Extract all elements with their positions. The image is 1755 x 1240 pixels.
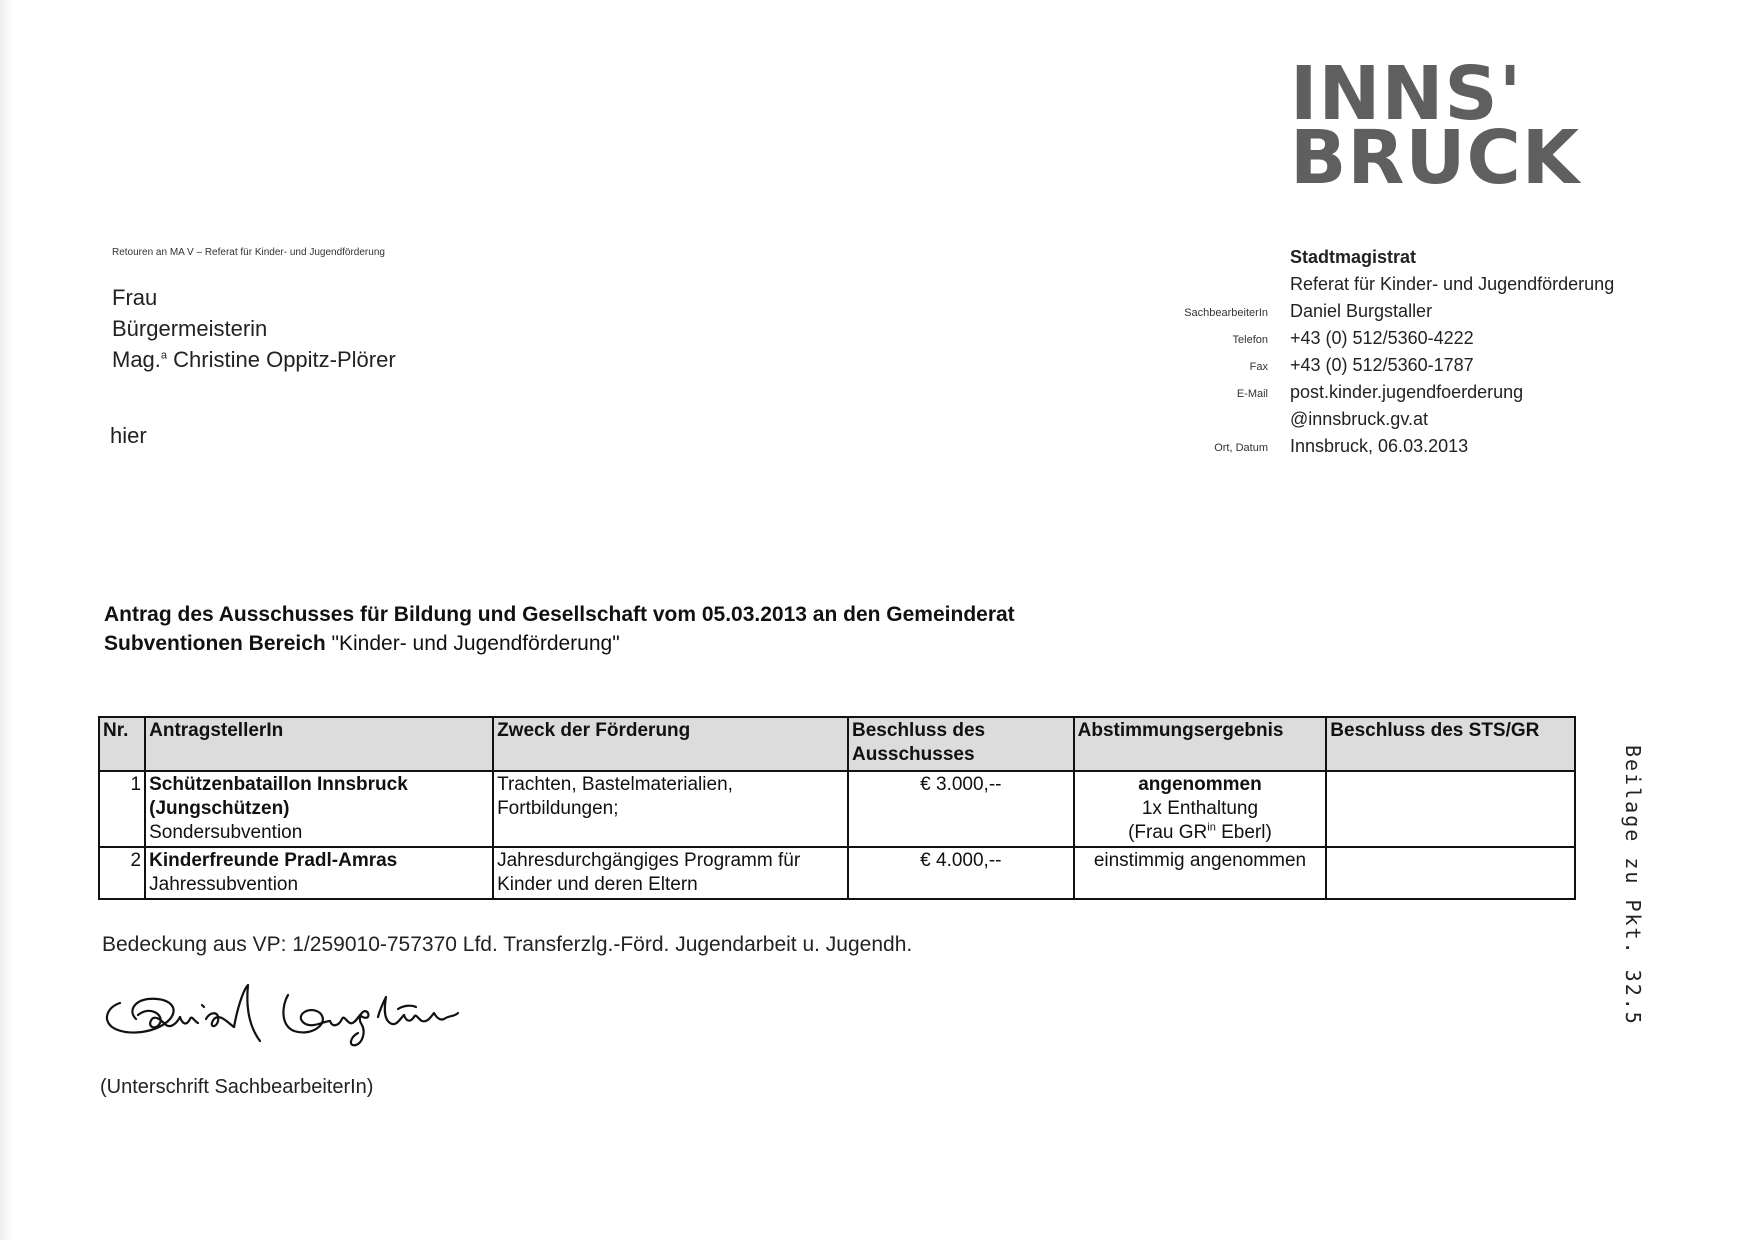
cell-vote-result xyxy=(1074,771,1327,847)
cell-nr: 1 xyxy=(99,771,145,847)
vote-line-1: angenommen xyxy=(1138,774,1262,795)
handwritten-signature xyxy=(98,975,498,1055)
sender-clerk: Daniel Burgstaller xyxy=(1290,301,1433,321)
header-purpose: Zweck der Förderung xyxy=(493,717,848,771)
label-phone: Telefon xyxy=(1232,334,1268,346)
recipient-location: hier xyxy=(110,423,147,448)
attachment-note: Beilage zu Pkt. 32.5 xyxy=(1621,745,1645,1026)
label-spacer xyxy=(1120,408,1268,435)
cell-amount: € 4.000,-- xyxy=(848,847,1074,899)
recipient-address xyxy=(112,282,396,375)
return-address: Retouren an MA V – Referat für Kinder- und Jugendförderung xyxy=(112,247,385,258)
applicant-name-1: Kinderfreunde Pradl-Amras xyxy=(149,850,398,871)
cell-council-decision xyxy=(1326,847,1575,899)
cell-council-decision xyxy=(1326,771,1575,847)
cell-vote-result xyxy=(1074,847,1327,899)
header-council-decision: Beschluss des STS/GR xyxy=(1326,717,1575,771)
subject-line-2 xyxy=(104,629,1015,658)
sender-block xyxy=(1290,244,1614,460)
cell-purpose xyxy=(493,847,848,899)
subsidy-table xyxy=(98,716,1576,900)
cell-purpose xyxy=(493,771,848,847)
cell-amount: € 3.000,-- xyxy=(848,771,1074,847)
signature-text: Daniel Burgstaller xyxy=(98,975,106,976)
applicant-type: Sondersubvention xyxy=(149,822,303,843)
header-applicant: AntragstellerIn xyxy=(145,717,493,771)
purpose-line-2: Kinder und deren Eltern xyxy=(497,874,698,895)
header-nr: Nr. xyxy=(99,717,145,771)
vote-line-3 xyxy=(1078,821,1323,845)
table-header-row xyxy=(99,717,1575,771)
logo-line-2: BRUCK xyxy=(1290,115,1581,201)
label-clerk: SachbearbeiterIn xyxy=(1184,307,1268,319)
recipient-name: Christine Oppitz-Plörer xyxy=(167,347,396,372)
document-subject xyxy=(104,600,1015,658)
vote-line-3-sup: in xyxy=(1207,821,1216,834)
sender-phone: +43 (0) 512/5360-4222 xyxy=(1290,328,1474,348)
vote-line-1: einstimmig angenommen xyxy=(1093,850,1307,871)
subject-line-1: Antrag des Ausschusses für Bildung und Gesellschaft vom 05.03.2013 an den Gemeinderat xyxy=(104,603,1015,626)
purpose-line-1: Jahresdurchgängiges Programm für xyxy=(497,850,801,871)
sender-email-line-2: @innsbruck.gv.at xyxy=(1290,409,1428,429)
recipient-title-prefix: Mag. xyxy=(112,347,161,372)
subject-line-2-bold: Subventionen Bereich xyxy=(104,632,326,655)
sender-place-date: Innsbruck, 06.03.2013 xyxy=(1290,436,1469,456)
recipient-salutation: Frau xyxy=(112,285,158,310)
logo-line-1: INNS' xyxy=(1290,51,1523,137)
sender-email-line-1: post.kinder.jugendfoerderung xyxy=(1290,382,1524,402)
sender-office: Stadtmagistrat xyxy=(1290,247,1417,267)
label-email: E-Mail xyxy=(1236,388,1268,400)
sender-department: Referat für Kinder- und Jugendförderung xyxy=(1290,274,1615,294)
header-committee-decision: Beschluss des Ausschusses xyxy=(848,717,1074,771)
header-vote-result: Abstimmungsergebnis xyxy=(1074,717,1327,771)
scan-edge-shadow xyxy=(0,0,14,1240)
table-row xyxy=(99,771,1575,847)
applicant-name-2: (Jungschützen) xyxy=(149,798,290,819)
sender-fax: +43 (0) 512/5360-1787 xyxy=(1290,355,1474,375)
vote-line-3-pre: (Frau GR xyxy=(1128,822,1208,843)
label-fax: Fax xyxy=(1249,361,1268,373)
vote-line-2: 1x Enthaltung xyxy=(1141,798,1259,819)
budget-coverage: Bedeckung aus VP: 1/259010-757370 Lfd. Transferzlg.-Förd. Jugendarbeit u. Jugendh. xyxy=(102,933,913,956)
table-row xyxy=(99,847,1575,899)
purpose-line-1: Trachten, Bastelmaterialien, xyxy=(497,774,733,795)
recipient-name-line xyxy=(112,344,396,375)
label-place-date: Ort, Datum xyxy=(1214,442,1268,454)
signature-caption: (Unterschrift SachbearbeiterIn) xyxy=(100,1076,374,1098)
purpose-line-2: Fortbildungen; xyxy=(497,798,619,819)
innsbruck-logo xyxy=(1290,51,1581,201)
recipient-title-sup: a xyxy=(160,349,168,362)
vote-line-3-post: Eberl) xyxy=(1215,822,1272,843)
cell-applicant xyxy=(145,847,493,899)
sender-labels xyxy=(1120,300,1268,462)
applicant-name-1: Schützenbataillon Innsbruck xyxy=(149,774,408,795)
subject-line-2-rest: "Kinder- und Jugendförderung" xyxy=(325,632,620,655)
recipient-role: Bürgermeisterin xyxy=(112,316,268,341)
cell-applicant xyxy=(145,771,493,847)
cell-nr: 2 xyxy=(99,847,145,899)
applicant-type: Jahressubvention xyxy=(149,874,299,895)
